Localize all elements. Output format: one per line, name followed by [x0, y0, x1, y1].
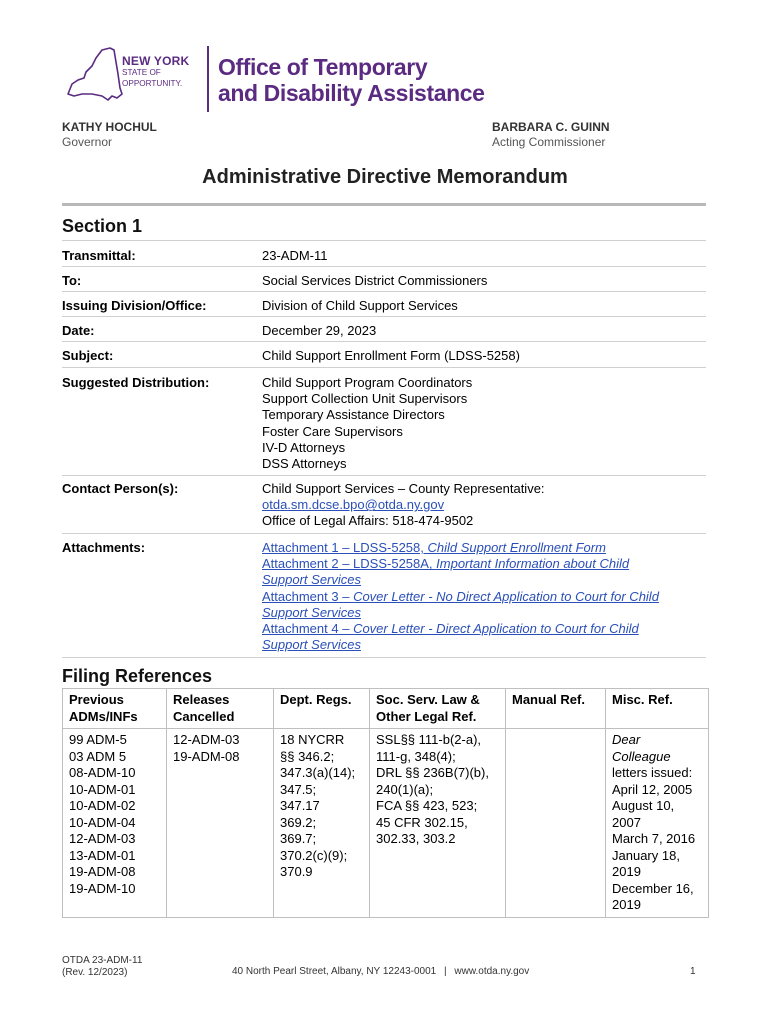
attachment-2-link-cont[interactable]: Support Services	[262, 572, 361, 588]
governor-title: Governor	[62, 135, 113, 149]
list-item: IV-D Attorneys	[262, 439, 346, 455]
col-previous: Previous ADMs/INFs	[63, 689, 167, 729]
subject-label: Subject:	[62, 348, 114, 363]
commissioner-name: BARBARA C. GUINN	[492, 120, 610, 134]
logo-divider	[207, 46, 209, 112]
table-row	[63, 729, 709, 918]
attachment-1-link[interactable]: Attachment 1 – LDSS-5258, Child Support Enrollment Form	[262, 540, 606, 555]
transmittal-label: Transmittal:	[62, 248, 136, 263]
attachment-2-link[interactable]: Attachment 2 – LDSS-5258A, Important Information about Child	[262, 556, 630, 572]
footer-address: 40 North Pearl Street, Albany, NY 12243-0001	[232, 966, 437, 977]
contact-line: Office of Legal Affairs: 518-474-9502	[262, 513, 474, 529]
divider	[62, 266, 706, 267]
list-item: DSS Attorneys	[262, 456, 347, 472]
commissioner-title: Acting Commissioner	[492, 135, 606, 149]
issuing-label: Issuing Division/Office:	[62, 298, 207, 313]
distribution-label: Suggested Distribution:	[62, 375, 210, 390]
divider	[62, 367, 706, 368]
col-misc: Misc. Ref.	[606, 689, 709, 729]
manual-cell	[506, 729, 606, 918]
new-york-state-map-icon	[62, 44, 124, 106]
divider	[62, 533, 706, 534]
attachment-3-link-cont[interactable]: Support Services	[262, 604, 361, 620]
contact-line: Child Support Services – County Representative:	[262, 481, 545, 496]
title-divider	[62, 203, 706, 206]
list-item: Child Support Program Coordinators	[262, 375, 473, 390]
filing-references-table	[62, 688, 709, 918]
page-title: Administrative Directive Memorandum	[202, 166, 568, 188]
list-item: Foster Care Supervisors	[262, 423, 403, 439]
attachment-4-link-cont[interactable]: Support Services	[262, 637, 361, 653]
divider	[62, 475, 706, 476]
page-number: 1	[690, 966, 696, 977]
col-manual: Manual Ref.	[506, 689, 606, 729]
list-item: Temporary Assistance Directors	[262, 407, 445, 423]
col-dept-regs: Dept. Regs.	[274, 689, 370, 729]
col-releases: Releases Cancelled	[167, 689, 274, 729]
section-1-heading: Section 1	[62, 216, 143, 236]
to-value: Social Services District Commissioners	[262, 273, 488, 288]
soc-serv-cell: SSL§§ 111-b(2-a), 111-g, 348(4); DRL §§ 236B(7)(b), 240(1)(a); FCA §§ 423, 523; 45 CFR 302.15, 302.33, 303.2	[370, 729, 506, 918]
divider	[62, 341, 706, 342]
contact-block	[262, 481, 545, 530]
attachment-4-link[interactable]: Attachment 4 – Cover Letter - Direct Application to Court for Child	[262, 621, 639, 637]
nys-wordmark: NEW YORK STATE OF OPPORTUNITY.	[122, 54, 190, 88]
divider	[62, 291, 706, 292]
transmittal-value: 23-ADM-11	[262, 248, 328, 263]
footer-website: www.otda.ny.gov	[454, 966, 530, 977]
footer-separator: |	[444, 966, 447, 977]
footer-form-id: OTDA 23-ADM-11 (Rev. 12/2023)	[62, 955, 143, 978]
misc-cell: Dear Colleague letters issued: April 12, 2005 August 10, 2007 March 7, 2016 January 18, 2019 December 16, 2019	[606, 729, 709, 918]
previous-cell: 99 ADM-5 03 ADM 5 08-ADM-10 10-ADM-01 10-ADM-02 10-ADM-04 12-ADM-03 13-ADM-01 19-ADM-08 19-ADM-10	[63, 729, 167, 918]
date-value: December 29, 2023	[262, 323, 377, 338]
governor-block	[62, 120, 157, 150]
contact-email-link[interactable]: otda.sm.dcse.bpo@otda.ny.gov	[262, 497, 445, 513]
commissioner-block	[492, 120, 610, 150]
table-header-row	[63, 689, 709, 729]
footer-address-line	[232, 966, 529, 977]
dept-regs-cell: 18 NYCRR §§ 346.2; 347.3(a)(14); 347.5; 347.17 369.2; 369.7; 370.2(c)(9); 370.9	[274, 729, 370, 918]
list-item: Support Collection Unit Supervisors	[262, 391, 468, 407]
agency-name: Office of Temporary and Disability Assistance	[218, 54, 485, 106]
subject-value: Child Support Enrollment Form (LDSS-5258)	[262, 348, 520, 363]
divider	[62, 657, 706, 658]
distribution-list	[262, 375, 472, 472]
filing-references-heading: Filing References	[62, 666, 213, 686]
releases-cell: 12-ADM-03 19-ADM-08	[167, 729, 274, 918]
contact-label: Contact Person(s):	[62, 481, 179, 496]
issuing-value: Division of Child Support Services	[262, 298, 458, 313]
divider	[62, 316, 706, 317]
divider	[62, 240, 706, 241]
to-label: To:	[62, 273, 82, 288]
attachments-list	[262, 540, 659, 653]
governor-name: KATHY HOCHUL	[62, 120, 157, 134]
attachments-label: Attachments:	[62, 540, 146, 555]
date-label: Date:	[62, 323, 95, 338]
col-soc-serv: Soc. Serv. Law & Other Legal Ref.	[370, 689, 506, 729]
attachment-3-link[interactable]: Attachment 3 – Cover Letter - No Direct Application to Court for Child	[262, 588, 659, 604]
